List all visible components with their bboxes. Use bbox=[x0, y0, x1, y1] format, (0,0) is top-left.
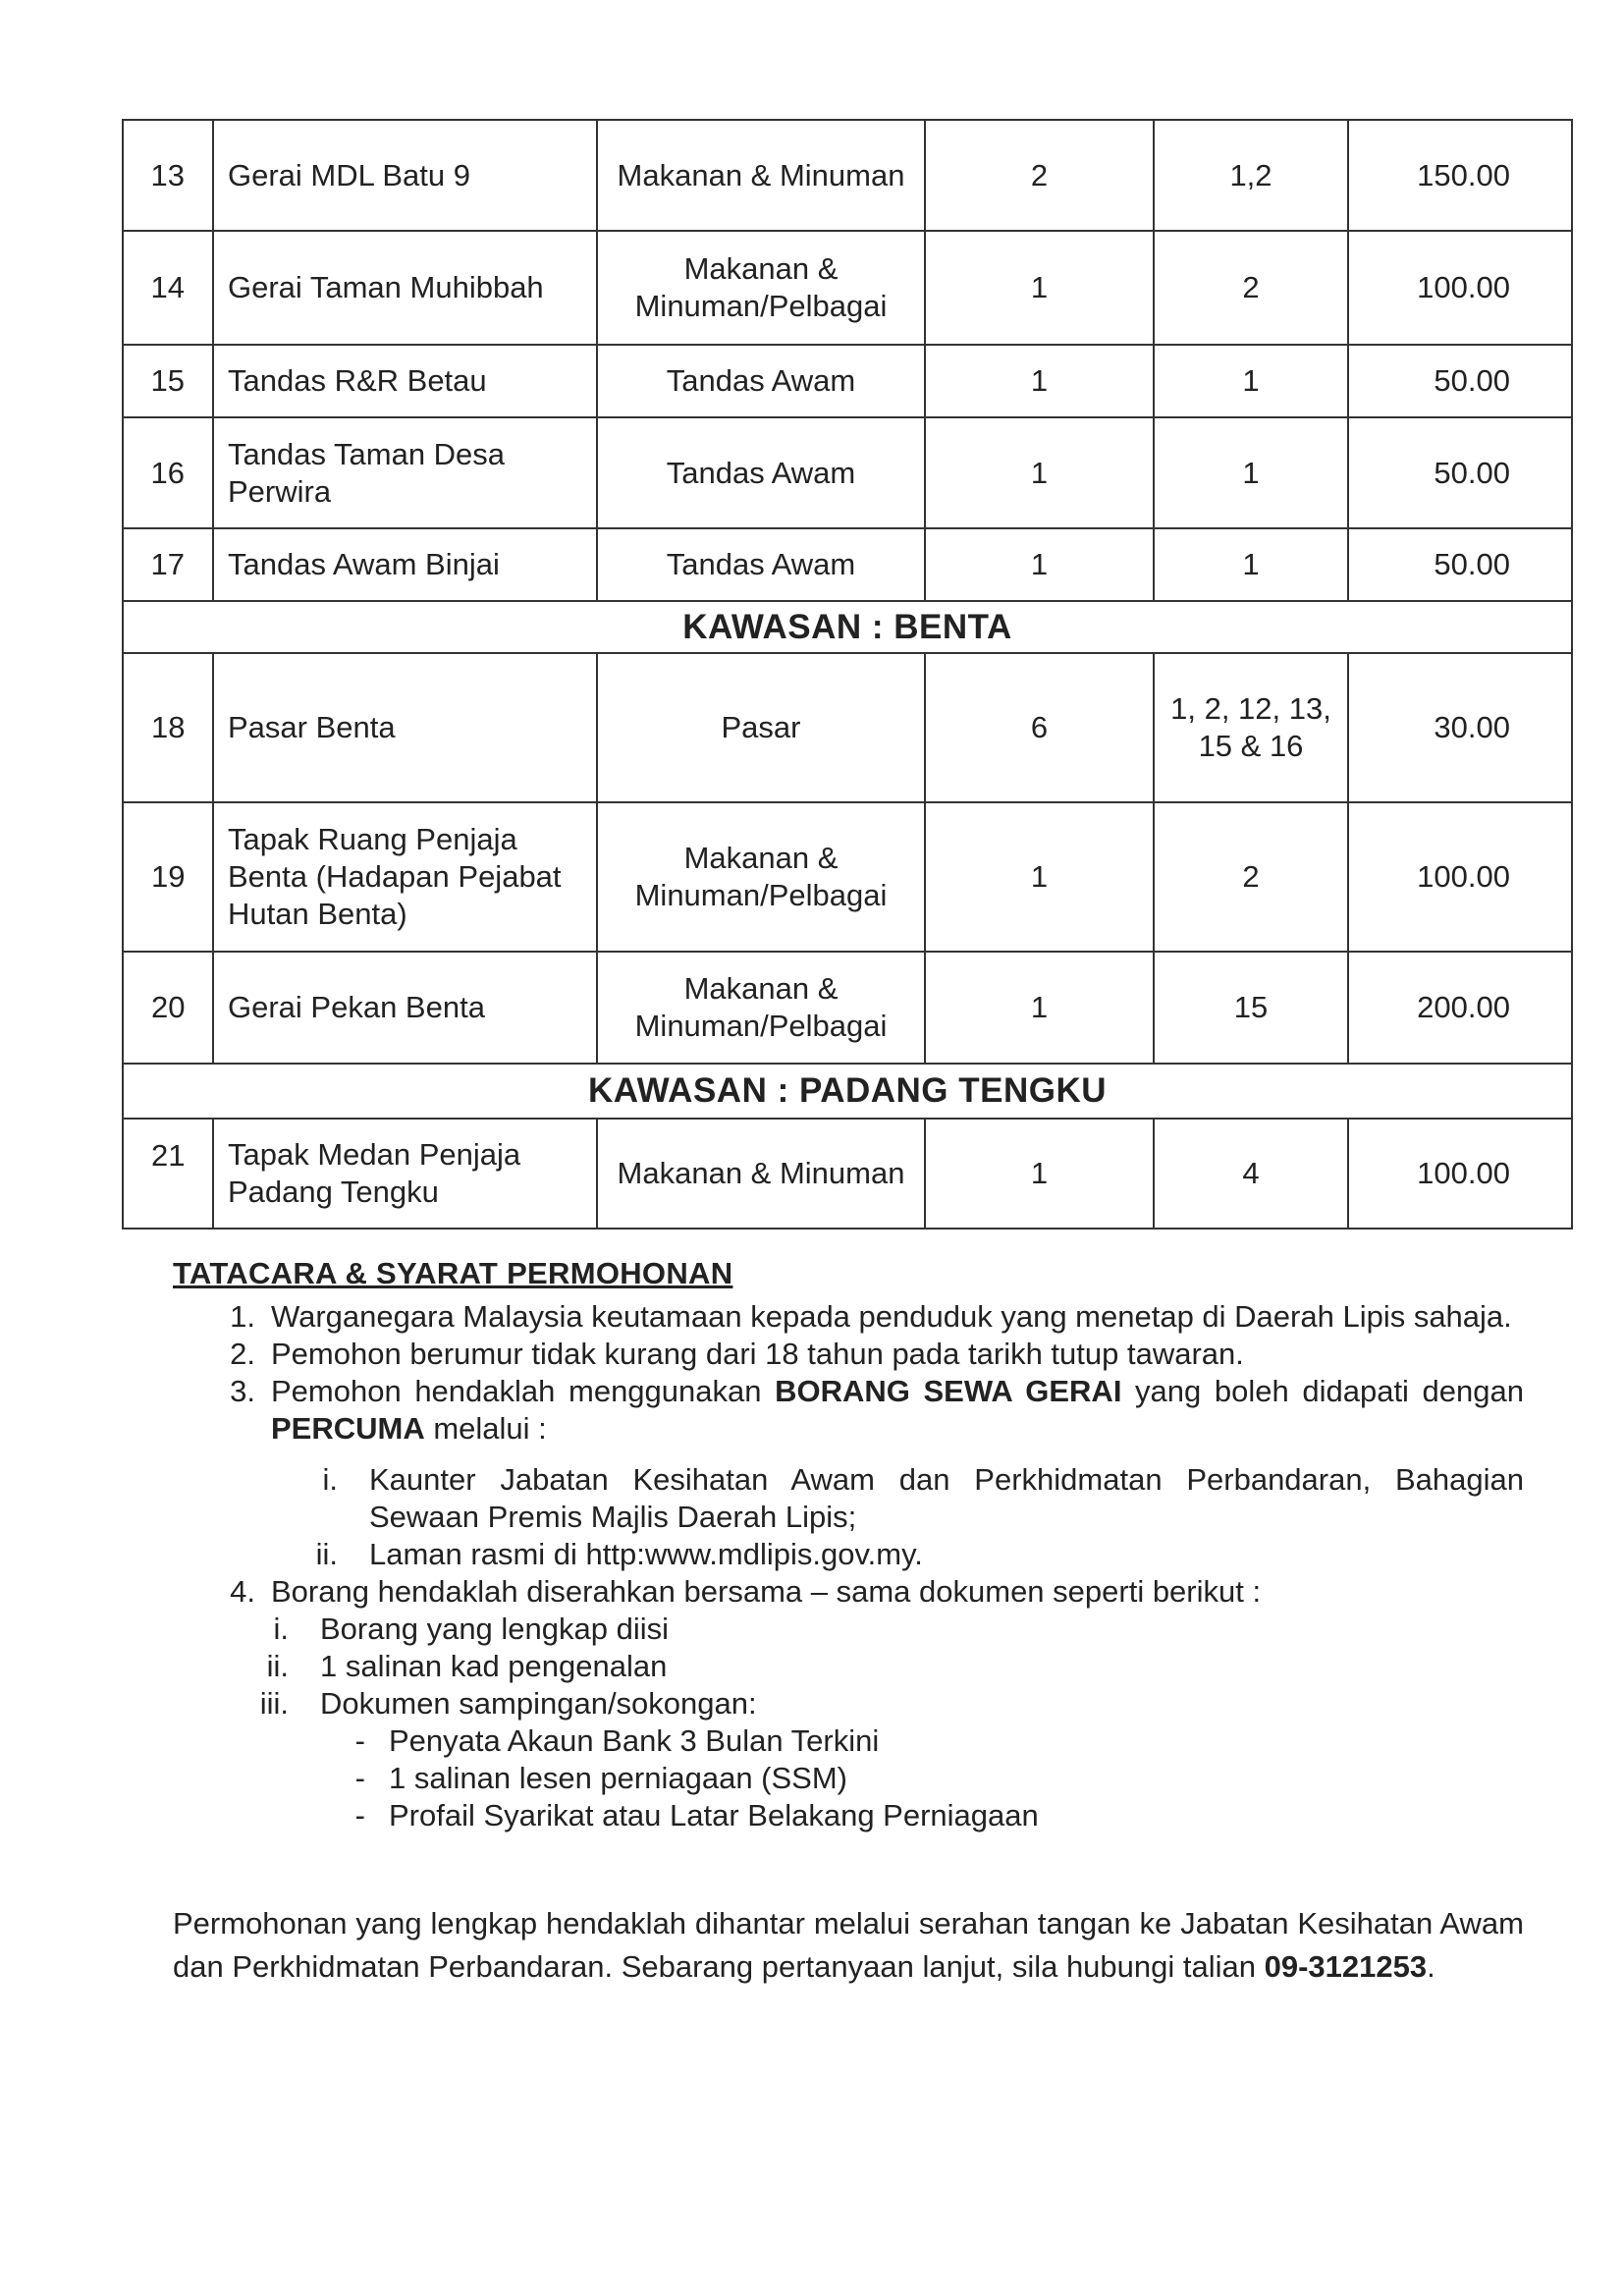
sub-item-text: Laman rasmi di http:www.mdlipis.gov.my. bbox=[369, 1537, 923, 1571]
sub-item-text: 1 salinan kad pengenalan bbox=[320, 1649, 668, 1683]
sub-item-number: ii. bbox=[266, 1649, 289, 1683]
document-item bbox=[173, 1760, 1524, 1797]
lot-numbers: 4 bbox=[1154, 1119, 1348, 1229]
table-row bbox=[123, 231, 1572, 345]
section-row bbox=[123, 1064, 1572, 1119]
section-heading-padang-tengku: KAWASAN : PADANG TENGKU bbox=[123, 1064, 1572, 1119]
stall-quantity: 1 bbox=[925, 528, 1154, 601]
table-row bbox=[123, 952, 1572, 1064]
closing-text: Permohonan yang lengkap hendaklah dihantar melalui serahan tangan ke Jabatan Kesihatan Awam dan Perkhidmatan Perbandaran. Sebarang pertanyaan lanjut, sila hubungi talian bbox=[173, 1906, 1524, 1984]
item-number: 1. bbox=[230, 1299, 255, 1334]
item-text-part: Pemohon hendaklah menggunakan bbox=[271, 1374, 776, 1408]
list-item bbox=[173, 1336, 1524, 1373]
item-text-part: yang boleh didapati dengan bbox=[1121, 1374, 1524, 1408]
stall-quantity: 1 bbox=[925, 231, 1154, 345]
rent-amount: 100.00 bbox=[1348, 802, 1572, 952]
stall-table bbox=[122, 119, 1573, 1230]
contact-phone: 09-3121253 bbox=[1264, 1949, 1428, 1984]
table-row bbox=[123, 653, 1572, 802]
location-name: Gerai Pekan Benta bbox=[213, 952, 597, 1064]
closing-end: . bbox=[1427, 1949, 1435, 1984]
stall-type: Makanan & Minuman/Pelbagai bbox=[597, 231, 925, 345]
stall-type: Tandas Awam bbox=[597, 345, 925, 417]
table-row bbox=[123, 528, 1572, 601]
sub-item-text: Dokumen sampingan/sokongan: bbox=[320, 1686, 757, 1721]
stall-type: Tandas Awam bbox=[597, 417, 925, 528]
application-terms bbox=[173, 1255, 1524, 1834]
row-number: 18 bbox=[123, 653, 213, 802]
location-name: Tandas Taman Desa Perwira bbox=[213, 417, 597, 528]
location-name: Gerai MDL Batu 9 bbox=[213, 120, 597, 231]
lot-numbers: 1 bbox=[1154, 528, 1348, 601]
item-number: 4. bbox=[230, 1574, 255, 1609]
stall-type: Makanan & Minuman bbox=[597, 1119, 925, 1229]
stall-type: Makanan & Minuman/Pelbagai bbox=[597, 952, 925, 1064]
terms-heading: TATACARA & SYARAT PERMOHONAN bbox=[173, 1256, 733, 1290]
document-text: Profail Syarikat atau Latar Belakang Perniagaan bbox=[389, 1798, 1039, 1832]
rent-amount: 50.00 bbox=[1348, 528, 1572, 601]
table-row bbox=[123, 417, 1572, 528]
stall-type: Tandas Awam bbox=[597, 528, 925, 601]
stall-type: Pasar bbox=[597, 653, 925, 802]
dash-bullet: - bbox=[354, 1761, 365, 1795]
table-row bbox=[123, 345, 1572, 417]
sub-item bbox=[173, 1685, 1524, 1722]
stall-quantity: 1 bbox=[925, 1119, 1154, 1229]
rent-amount: 100.00 bbox=[1348, 1119, 1572, 1229]
row-number: 20 bbox=[123, 952, 213, 1064]
closing-paragraph bbox=[173, 1902, 1524, 1989]
rent-amount: 100.00 bbox=[1348, 231, 1572, 345]
table-row bbox=[123, 120, 1572, 231]
sub-item bbox=[173, 1536, 1524, 1573]
row-number: 16 bbox=[123, 417, 213, 528]
lot-numbers: 2 bbox=[1154, 231, 1348, 345]
stall-quantity: 1 bbox=[925, 417, 1154, 528]
row-number: 14 bbox=[123, 231, 213, 345]
location-name: Gerai Taman Muhibbah bbox=[213, 231, 597, 345]
location-name: Tapak Medan Penjaja Padang Tengku bbox=[213, 1119, 597, 1229]
stall-type: Makanan & Minuman bbox=[597, 120, 925, 231]
dash-bullet: - bbox=[354, 1798, 365, 1832]
free-label: PERCUMA bbox=[271, 1411, 425, 1446]
row-number: 13 bbox=[123, 120, 213, 231]
location-name: Tandas Awam Binjai bbox=[213, 528, 597, 601]
section-row bbox=[123, 601, 1572, 653]
table-row bbox=[123, 1119, 1572, 1229]
item-number: 3. bbox=[230, 1374, 255, 1408]
item-number: 2. bbox=[230, 1337, 255, 1371]
row-number: 15 bbox=[123, 345, 213, 417]
sub-item bbox=[173, 1461, 1524, 1536]
item-text-part: melalui : bbox=[424, 1411, 547, 1446]
stall-quantity: 1 bbox=[925, 345, 1154, 417]
rent-amount: 50.00 bbox=[1348, 345, 1572, 417]
lot-numbers: 1, 2, 12, 13, 15 & 16 bbox=[1154, 653, 1348, 802]
sub-item bbox=[173, 1648, 1524, 1685]
sub-item bbox=[173, 1611, 1524, 1648]
item-text: Borang hendaklah diserahkan bersama – sama dokumen seperti berikut : bbox=[271, 1574, 1262, 1609]
document-item bbox=[173, 1797, 1524, 1834]
lot-numbers: 1 bbox=[1154, 345, 1348, 417]
row-number: 19 bbox=[123, 802, 213, 952]
item-text: Warganegara Malaysia keutamaan kepada penduduk yang menetap di Daerah Lipis sahaja. bbox=[271, 1299, 1512, 1334]
sub-item-text: Kaunter Jabatan Kesihatan Awam dan Perkhidmatan Perbandaran, Bahagian Sewaan Premis Majlis Daerah Lipis; bbox=[369, 1462, 1524, 1534]
lot-numbers: 1 bbox=[1154, 417, 1348, 528]
document-text: 1 salinan lesen perniagaan (SSM) bbox=[389, 1761, 847, 1795]
stall-quantity: 1 bbox=[925, 952, 1154, 1064]
location-name: Tapak Ruang Penjaja Benta (Hadapan Pejabat Hutan Benta) bbox=[213, 802, 597, 952]
row-number: 21 bbox=[123, 1119, 213, 1229]
sub-item-number: iii. bbox=[259, 1686, 289, 1721]
stall-quantity: 1 bbox=[925, 802, 1154, 952]
document-text: Penyata Akaun Bank 3 Bulan Terkini bbox=[389, 1723, 880, 1758]
location-name: Pasar Benta bbox=[213, 653, 597, 802]
row-number: 17 bbox=[123, 528, 213, 601]
stall-type: Makanan & Minuman/Pelbagai bbox=[597, 802, 925, 952]
rent-amount: 50.00 bbox=[1348, 417, 1572, 528]
stall-quantity: 6 bbox=[925, 653, 1154, 802]
dash-bullet: - bbox=[354, 1723, 365, 1758]
sub-item-text: Borang yang lengkap diisi bbox=[320, 1612, 670, 1646]
rent-amount: 200.00 bbox=[1348, 952, 1572, 1064]
rent-amount: 30.00 bbox=[1348, 653, 1572, 802]
sub-item-number: i. bbox=[273, 1612, 289, 1646]
sub-item-number: ii. bbox=[315, 1537, 338, 1571]
item-text bbox=[271, 1373, 1524, 1448]
lot-numbers: 15 bbox=[1154, 952, 1348, 1064]
rent-amount: 150.00 bbox=[1348, 120, 1572, 231]
section-heading-benta: KAWASAN : BENTA bbox=[123, 601, 1572, 653]
table-row bbox=[123, 802, 1572, 952]
list-item bbox=[173, 1573, 1524, 1611]
stall-quantity: 2 bbox=[925, 120, 1154, 231]
sub-item-number: i. bbox=[322, 1462, 338, 1497]
item-text: Pemohon berumur tidak kurang dari 18 tahun pada tarikh tutup tawaran. bbox=[271, 1337, 1244, 1371]
document-item bbox=[173, 1722, 1524, 1760]
list-item bbox=[173, 1373, 1524, 1448]
location-name: Tandas R&R Betau bbox=[213, 345, 597, 417]
form-name: BORANG SEWA GERAI bbox=[775, 1374, 1122, 1408]
lot-numbers: 1,2 bbox=[1154, 120, 1348, 231]
lot-numbers: 2 bbox=[1154, 802, 1348, 952]
list-item bbox=[173, 1298, 1524, 1336]
